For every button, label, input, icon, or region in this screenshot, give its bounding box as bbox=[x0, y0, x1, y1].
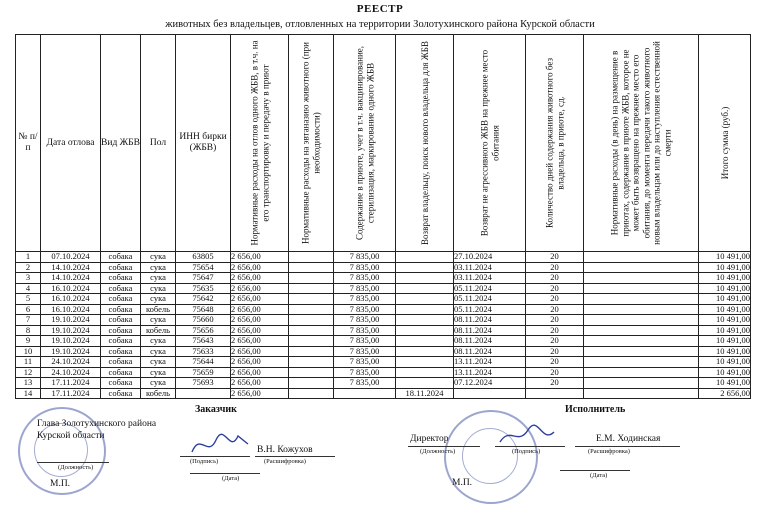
row-days: 20 bbox=[526, 252, 584, 263]
row-kind: собака bbox=[101, 325, 141, 336]
row-days: 20 bbox=[526, 346, 584, 357]
row-kind: собака bbox=[101, 336, 141, 347]
executor-date-caption: (Дата) bbox=[590, 472, 608, 479]
row-return-owner bbox=[396, 367, 454, 378]
executor-date-line bbox=[560, 470, 630, 471]
table-body bbox=[16, 252, 751, 399]
col-header-tag: ИНН бирки (ЖБВ) bbox=[176, 35, 231, 252]
row-catch-cost: 2 656,00 bbox=[231, 325, 289, 336]
customer-name: В.Н. Кожухов bbox=[257, 445, 313, 455]
customer-seal-label: М.П. bbox=[50, 479, 71, 489]
customer-name-caption: (Расшифровка) bbox=[264, 458, 306, 465]
document-subtitle: животных без владельцев, отловленных на территории Золотухинского района Курской области bbox=[165, 19, 595, 30]
row-days bbox=[526, 388, 584, 399]
row-daily-cost bbox=[584, 346, 699, 357]
row-catch-cost: 2 656,00 bbox=[231, 315, 289, 326]
row-sex: кобель bbox=[141, 304, 176, 315]
row-sex: кобель bbox=[141, 325, 176, 336]
col-header-euthanasia: Нормативные расходы на эвтаназию животного (при необходимости) bbox=[300, 42, 321, 244]
row-catch-cost: 2 656,00 bbox=[231, 304, 289, 315]
row-number: 11 bbox=[16, 357, 41, 368]
row-date: 17.11.2024 bbox=[41, 388, 101, 399]
customer-date-line bbox=[190, 473, 260, 474]
executor-position-caption: (Должность) bbox=[420, 448, 456, 455]
row-total: 10 491,00 bbox=[699, 252, 751, 263]
row-kind: собака bbox=[101, 252, 141, 263]
executor-name-line bbox=[575, 446, 680, 447]
table-row bbox=[16, 378, 751, 389]
executor-signature-caption: (Подпись) bbox=[512, 448, 541, 455]
col-header-sex: Пол bbox=[141, 35, 176, 252]
row-days: 20 bbox=[526, 336, 584, 347]
row-keeping-cost: 7 835,00 bbox=[334, 273, 396, 284]
row-kind: собака bbox=[101, 357, 141, 368]
row-tag: 75654 bbox=[176, 262, 231, 273]
row-catch-cost: 2 656,00 bbox=[231, 357, 289, 368]
col-header-catch-cost: Нормативные расходы на отлов одного ЖБВ, в т.ч. на его транспортировку и передачу в приют bbox=[249, 40, 270, 246]
row-return-owner bbox=[396, 273, 454, 284]
row-days: 20 bbox=[526, 378, 584, 389]
row-daily-cost bbox=[584, 325, 699, 336]
row-keeping-cost: 7 835,00 bbox=[334, 252, 396, 263]
row-euthanasia bbox=[289, 273, 334, 284]
row-return-date: 03.11.2024 bbox=[454, 273, 526, 284]
row-days: 20 bbox=[526, 262, 584, 273]
row-date: 16.10.2024 bbox=[41, 294, 101, 305]
row-days: 20 bbox=[526, 357, 584, 368]
customer-name-line bbox=[255, 456, 335, 457]
row-return-owner bbox=[396, 315, 454, 326]
row-tag: 75648 bbox=[176, 304, 231, 315]
row-return-date: 08.11.2024 bbox=[454, 336, 526, 347]
row-keeping-cost: 7 835,00 bbox=[334, 315, 396, 326]
row-keeping-cost: 7 835,00 bbox=[334, 346, 396, 357]
row-total: 10 491,00 bbox=[699, 367, 751, 378]
table-row bbox=[16, 283, 751, 294]
row-sex: сука bbox=[141, 294, 176, 305]
row-tag: 75633 bbox=[176, 346, 231, 357]
row-days: 20 bbox=[526, 304, 584, 315]
row-kind: собака bbox=[101, 294, 141, 305]
table-row bbox=[16, 252, 751, 263]
col-header-date: Дата отлова bbox=[41, 35, 101, 252]
row-keeping-cost: 7 835,00 bbox=[334, 294, 396, 305]
row-number: 8 bbox=[16, 325, 41, 336]
row-total: 10 491,00 bbox=[699, 346, 751, 357]
row-euthanasia bbox=[289, 252, 334, 263]
row-total: 2 656,00 bbox=[699, 388, 751, 399]
row-number: 6 bbox=[16, 304, 41, 315]
row-euthanasia bbox=[289, 357, 334, 368]
row-tag: 75647 bbox=[176, 273, 231, 284]
row-date: 19.10.2024 bbox=[41, 336, 101, 347]
row-catch-cost: 2 656,00 bbox=[231, 283, 289, 294]
row-date: 19.10.2024 bbox=[41, 315, 101, 326]
row-catch-cost: 2 656,00 bbox=[231, 262, 289, 273]
row-kind: собака bbox=[101, 388, 141, 399]
row-return-owner bbox=[396, 252, 454, 263]
row-date: 07.10.2024 bbox=[41, 252, 101, 263]
row-euthanasia bbox=[289, 336, 334, 347]
row-euthanasia bbox=[289, 294, 334, 305]
executor-seal-label: М.П. bbox=[452, 478, 473, 488]
row-date: 19.10.2024 bbox=[41, 325, 101, 336]
row-euthanasia bbox=[289, 346, 334, 357]
customer-signature-caption: (Подпись) bbox=[190, 458, 219, 465]
row-number: 4 bbox=[16, 283, 41, 294]
executor-position: Директор bbox=[410, 434, 449, 444]
row-keeping-cost: 7 835,00 bbox=[334, 283, 396, 294]
row-sex: кобель bbox=[141, 388, 176, 399]
row-number: 1 bbox=[16, 252, 41, 263]
row-sex: сука bbox=[141, 357, 176, 368]
row-catch-cost: 2 656,00 bbox=[231, 336, 289, 347]
row-number: 12 bbox=[16, 367, 41, 378]
executor-name-caption: (Расшифровка) bbox=[588, 448, 630, 455]
row-kind: собака bbox=[101, 262, 141, 273]
row-catch-cost: 2 656,00 bbox=[231, 367, 289, 378]
row-daily-cost bbox=[584, 315, 699, 326]
table-row bbox=[16, 346, 751, 357]
row-keeping-cost: 7 835,00 bbox=[334, 367, 396, 378]
row-catch-cost: 2 656,00 bbox=[231, 273, 289, 284]
row-number: 9 bbox=[16, 336, 41, 347]
row-return-date: 08.11.2024 bbox=[454, 346, 526, 357]
row-keeping-cost: 7 835,00 bbox=[334, 325, 396, 336]
row-sex: сука bbox=[141, 252, 176, 263]
row-return-date: 27.10.2024 bbox=[454, 252, 526, 263]
table-row bbox=[16, 273, 751, 284]
row-sex: сука bbox=[141, 367, 176, 378]
row-return-date: 07.12.2024 bbox=[454, 378, 526, 389]
row-daily-cost bbox=[584, 283, 699, 294]
row-days: 20 bbox=[526, 273, 584, 284]
row-tag: 75659 bbox=[176, 367, 231, 378]
row-keeping-cost: 7 835,00 bbox=[334, 336, 396, 347]
col-header-total: Итого сумма (руб.) bbox=[719, 106, 730, 180]
row-tag: 75644 bbox=[176, 357, 231, 368]
row-return-date: 03.11.2024 bbox=[454, 262, 526, 273]
row-catch-cost: 2 656,00 bbox=[231, 346, 289, 357]
table-row bbox=[16, 304, 751, 315]
row-date: 19.10.2024 bbox=[41, 346, 101, 357]
row-kind: собака bbox=[101, 273, 141, 284]
row-keeping-cost: 7 835,00 bbox=[334, 262, 396, 273]
row-total: 10 491,00 bbox=[699, 273, 751, 284]
row-total: 10 491,00 bbox=[699, 325, 751, 336]
document-title: РЕЕСТР bbox=[356, 3, 404, 15]
row-return-owner bbox=[396, 357, 454, 368]
row-sex: сука bbox=[141, 346, 176, 357]
executor-heading: Исполнитель bbox=[565, 404, 626, 415]
row-kind: собака bbox=[101, 315, 141, 326]
row-catch-cost: 2 656,00 bbox=[231, 252, 289, 263]
row-sex: сука bbox=[141, 315, 176, 326]
row-return-date: 13.11.2024 bbox=[454, 357, 526, 368]
registry-table bbox=[15, 34, 751, 399]
row-return-owner bbox=[396, 346, 454, 357]
row-date: 14.10.2024 bbox=[41, 273, 101, 284]
row-return-date: 05.11.2024 bbox=[454, 283, 526, 294]
row-daily-cost bbox=[584, 336, 699, 347]
row-keeping-cost: 7 835,00 bbox=[334, 357, 396, 368]
row-days: 20 bbox=[526, 367, 584, 378]
row-days: 20 bbox=[526, 294, 584, 305]
row-total: 10 491,00 bbox=[699, 262, 751, 273]
row-number: 2 bbox=[16, 262, 41, 273]
row-total: 10 491,00 bbox=[699, 336, 751, 347]
table-row bbox=[16, 388, 751, 399]
row-daily-cost bbox=[584, 262, 699, 273]
row-days: 20 bbox=[526, 283, 584, 294]
row-return-owner bbox=[396, 325, 454, 336]
row-date: 14.10.2024 bbox=[41, 262, 101, 273]
row-return-date bbox=[454, 388, 526, 399]
row-tag: 75642 bbox=[176, 294, 231, 305]
row-return-owner bbox=[396, 336, 454, 347]
row-return-date: 13.11.2024 bbox=[454, 367, 526, 378]
row-euthanasia bbox=[289, 325, 334, 336]
row-daily-cost bbox=[584, 367, 699, 378]
row-days: 20 bbox=[526, 315, 584, 326]
row-return-owner bbox=[396, 378, 454, 389]
row-keeping-cost bbox=[334, 388, 396, 399]
row-kind: собака bbox=[101, 367, 141, 378]
row-sex: сука bbox=[141, 273, 176, 284]
row-euthanasia bbox=[289, 367, 334, 378]
customer-position-caption: (Должность) bbox=[58, 464, 94, 471]
row-date: 24.10.2024 bbox=[41, 357, 101, 368]
row-sex: сука bbox=[141, 336, 176, 347]
row-days: 20 bbox=[526, 325, 584, 336]
row-total: 10 491,00 bbox=[699, 315, 751, 326]
row-daily-cost bbox=[584, 294, 699, 305]
row-kind: собака bbox=[101, 378, 141, 389]
row-catch-cost: 2 656,00 bbox=[231, 378, 289, 389]
table-row bbox=[16, 357, 751, 368]
row-euthanasia bbox=[289, 283, 334, 294]
row-return-owner bbox=[396, 283, 454, 294]
row-number: 3 bbox=[16, 273, 41, 284]
customer-signature-line bbox=[180, 456, 250, 457]
executor-position-underline bbox=[408, 446, 480, 447]
row-sex: сука bbox=[141, 283, 176, 294]
row-daily-cost bbox=[584, 357, 699, 368]
customer-date-caption: (Дата) bbox=[222, 475, 240, 482]
row-return-owner bbox=[396, 262, 454, 273]
row-euthanasia bbox=[289, 388, 334, 399]
row-tag bbox=[176, 388, 231, 399]
customer-heading: Заказчик bbox=[195, 404, 237, 415]
customer-position-line1: Глава Золотухинского района bbox=[37, 419, 157, 429]
row-catch-cost: 2 656,00 bbox=[231, 388, 289, 399]
row-catch-cost: 2 656,00 bbox=[231, 294, 289, 305]
executor-signature-line bbox=[495, 446, 565, 447]
col-header-return-owner: Возврат владельцу, поиск нового владельца для ЖБВ bbox=[419, 41, 430, 245]
row-date: 16.10.2024 bbox=[41, 283, 101, 294]
table-row bbox=[16, 315, 751, 326]
row-number: 14 bbox=[16, 388, 41, 399]
table-row bbox=[16, 325, 751, 336]
row-tag: 75656 bbox=[176, 325, 231, 336]
row-number: 10 bbox=[16, 346, 41, 357]
row-total: 10 491,00 bbox=[699, 357, 751, 368]
col-header-return-habitat: Возврат не агрессивного ЖБВ на прежнее место обитания bbox=[479, 49, 500, 237]
row-daily-cost bbox=[584, 252, 699, 263]
row-total: 10 491,00 bbox=[699, 378, 751, 389]
row-tag: 75643 bbox=[176, 336, 231, 347]
row-euthanasia bbox=[289, 378, 334, 389]
row-euthanasia bbox=[289, 262, 334, 273]
table-row bbox=[16, 262, 751, 273]
row-return-date: 08.11.2024 bbox=[454, 325, 526, 336]
customer-position-line2: Курской области bbox=[37, 431, 105, 441]
row-sex: сука bbox=[141, 262, 176, 273]
row-daily-cost bbox=[584, 378, 699, 389]
row-return-owner bbox=[396, 294, 454, 305]
row-date: 16.10.2024 bbox=[41, 304, 101, 315]
col-header-days: Количество дней содержания животного без владельца, в приюте, сд. bbox=[544, 57, 565, 229]
row-daily-cost bbox=[584, 304, 699, 315]
row-kind: собака bbox=[101, 283, 141, 294]
row-date: 24.10.2024 bbox=[41, 367, 101, 378]
row-tag: 75660 bbox=[176, 315, 231, 326]
table-row bbox=[16, 336, 751, 347]
row-euthanasia bbox=[289, 315, 334, 326]
row-return-owner bbox=[396, 304, 454, 315]
executor-name: Е.М. Ходинская bbox=[596, 434, 661, 444]
row-kind: собака bbox=[101, 304, 141, 315]
row-daily-cost bbox=[584, 273, 699, 284]
row-total: 10 491,00 bbox=[699, 294, 751, 305]
row-return-owner: 18.11.2024 bbox=[396, 388, 454, 399]
table-row bbox=[16, 367, 751, 378]
col-header-keeping: Содержание в приюте, учет в т.ч. вакцинирование, стерилизация, маркирование одного ЖБВ bbox=[354, 45, 375, 241]
row-return-date: 05.11.2024 bbox=[454, 294, 526, 305]
col-header-number: № п/п bbox=[16, 35, 41, 252]
row-sex: сука bbox=[141, 378, 176, 389]
customer-position-underline bbox=[37, 462, 109, 463]
row-return-date: 08.11.2024 bbox=[454, 315, 526, 326]
row-total: 10 491,00 bbox=[699, 283, 751, 294]
row-number: 5 bbox=[16, 294, 41, 305]
row-tag: 75635 bbox=[176, 283, 231, 294]
row-euthanasia bbox=[289, 304, 334, 315]
row-number: 13 bbox=[16, 378, 41, 389]
col-header-kind: Вид ЖБВ bbox=[101, 35, 141, 252]
row-keeping-cost: 7 835,00 bbox=[334, 378, 396, 389]
col-header-daily-cost: Нормативные расходы (в день) на размещение в приютах, содержание в приюте ЖБВ, которое не может быть возвращено на прежнее место его обитания, до момента передачи такого животного новым владельцам или до наступления естественной смерти bbox=[609, 41, 672, 245]
row-number: 7 bbox=[16, 315, 41, 326]
row-keeping-cost: 7 835,00 bbox=[334, 304, 396, 315]
row-return-date: 05.11.2024 bbox=[454, 304, 526, 315]
row-kind: собака bbox=[101, 346, 141, 357]
header-row bbox=[16, 35, 751, 252]
row-date: 17.11.2024 bbox=[41, 378, 101, 389]
row-daily-cost bbox=[584, 388, 699, 399]
row-tag: 75693 bbox=[176, 378, 231, 389]
row-total: 10 491,00 bbox=[699, 304, 751, 315]
row-tag: 63805 bbox=[176, 252, 231, 263]
table-row bbox=[16, 294, 751, 305]
